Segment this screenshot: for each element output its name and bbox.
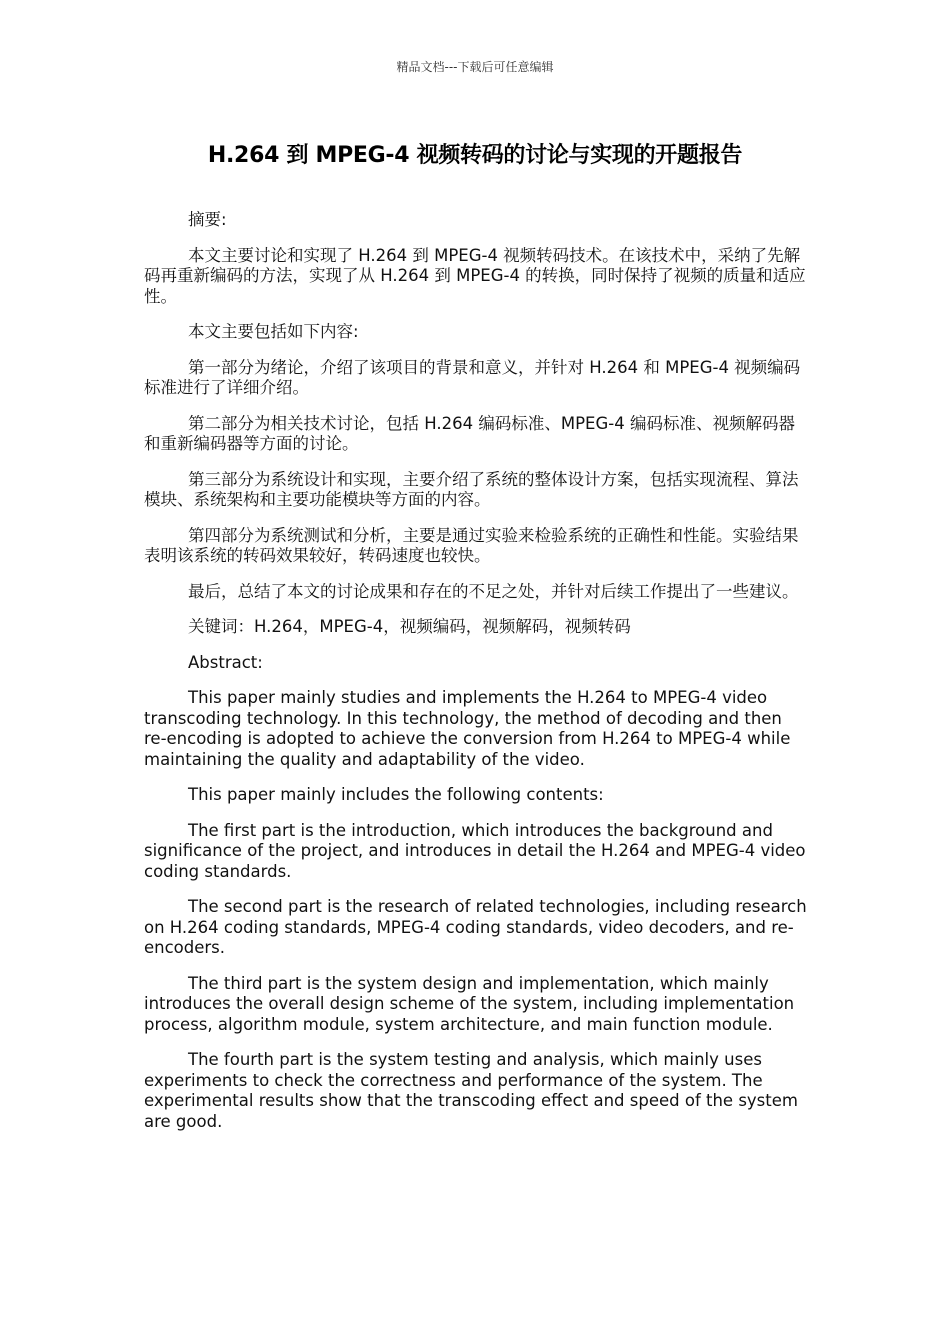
page-header-note: 精品文档---下载后可任意编辑 [396, 60, 554, 74]
part-four-paragraph-en: The fourth part is the system testing and analysis, which mainly uses experiments to check the correctness and performance of the system. The experimental results show that the transcoding effect and speed of the system are good. [144, 1050, 798, 1131]
part-two-paragraph-zh: 第二部分为相关技术讨论，包括 H.264 编码标准、MPEG-4 编码标准、视频解码器和重新编码器等方面的讨论。 [144, 413, 795, 453]
part-four-paragraph-zh: 第四部分为系统测试和分析，主要是通过实验来检验系统的正确性和性能。实验结果表明该系统的转码效果较好，转码速度也较快。 [144, 525, 799, 565]
document-body [144, 210, 808, 1147]
keywords-zh: 关键词：H.264，MPEG-4，视频编码，视频解码，视频转码 [188, 617, 631, 636]
contents-intro-zh: 本文主要包括如下内容: [188, 322, 359, 341]
part-three-paragraph-en: The third part is the system design and implementation, which mainly introduces the overall design scheme of the system, including implementation process, algorithm module, system architecture, and main function module. [144, 973, 795, 1034]
conclusion-paragraph-zh: 最后，总结了本文的讨论成果和存在的不足之处，并针对后续工作提出了一些建议。 [188, 581, 799, 601]
abstract-heading-zh: 摘要: [188, 210, 227, 229]
part-three-paragraph-zh: 第三部分为系统设计和实现，主要介绍了系统的整体设计方案，包括实现流程、算法模块、系统架构和主要功能模块等方面的内容。 [144, 469, 799, 509]
part-two-paragraph-en: The second part is the research of related technologies, including research on H.264 coding standards, MPEG-4 coding standards, video decoders, and re-encoders. [144, 897, 807, 957]
document-title: H.264 到 MPEG-4 视频转码的讨论与实现的开题报告 [207, 143, 743, 168]
abstract-paragraph-zh: 本文主要讨论和实现了 H.264 到 MPEG-4 视频转码技术。在该技术中，采纳了先解码再重新编码的方法，实现了从 H.264 到 MPEG-4 的转换，同时保持了视频的质量和适应性。 [144, 245, 806, 306]
abstract-paragraph-en: This paper mainly studies and implements the H.264 to MPEG-4 video transcoding technology. In this technology, the method of decoding and then re-encoding is adopted to achieve the conversion from H.264 to MPEG-4 while maintaining the quality and adaptability of the video. [144, 688, 791, 769]
abstract-heading-en: Abstract: [188, 652, 263, 672]
contents-intro-en: This paper mainly includes the following contents: [188, 785, 604, 804]
part-one-paragraph-zh: 第一部分为绪论，介绍了该项目的背景和意义，并针对 H.264 和 MPEG-4 视频编码标准进行了详细介绍。 [144, 357, 801, 397]
part-one-paragraph-en: The first part is the introduction, which introduces the background and significance of the project, and introduces in detail the H.264 and MPEG-4 video coding standards. [144, 820, 806, 881]
